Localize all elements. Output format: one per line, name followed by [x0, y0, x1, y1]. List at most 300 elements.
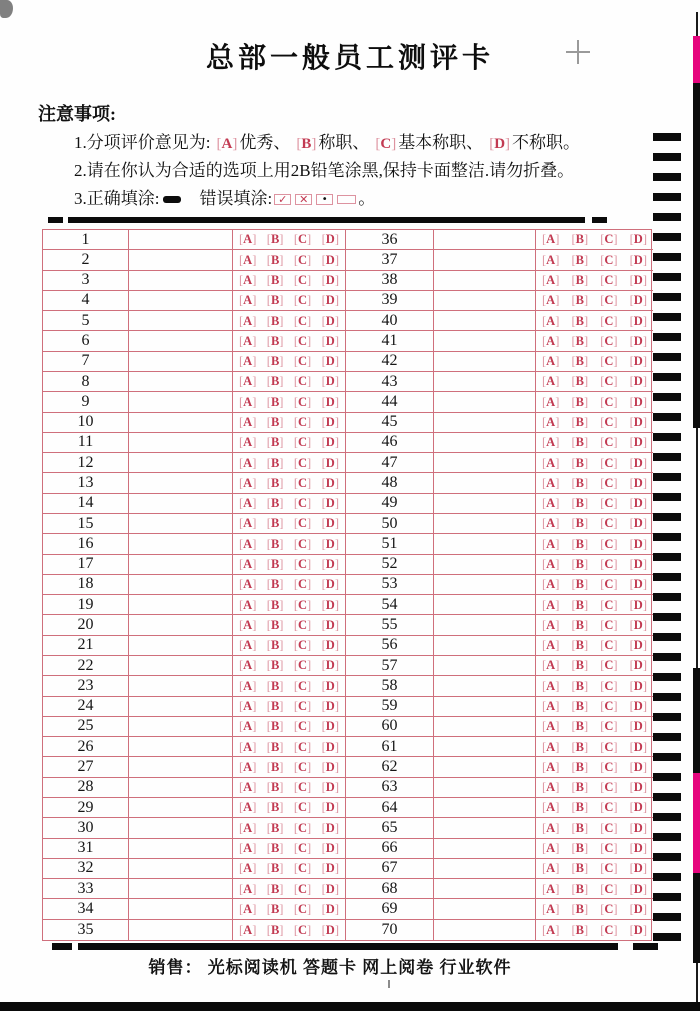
option-bubbles-39: [536, 291, 653, 311]
bubble-55-D[interactable]: [D]: [629, 617, 647, 632]
bubble-8-A[interactable]: [A]: [239, 374, 257, 389]
bubble-2-A[interactable]: [A]: [239, 252, 257, 267]
bubble-12-A[interactable]: [A]: [239, 455, 257, 470]
bubble-62-B[interactable]: [B]: [571, 759, 589, 774]
bubble-56-B[interactable]: [B]: [571, 638, 589, 653]
option-bubbles-9: [233, 392, 346, 412]
bubble-56-A[interactable]: [A]: [542, 638, 560, 653]
option-bubbles-34: [233, 899, 346, 919]
question-number-15: 15: [43, 514, 129, 534]
bubble-39-B[interactable]: [B]: [571, 293, 589, 308]
bubble-60-A[interactable]: [A]: [542, 719, 560, 734]
bubble-30-A[interactable]: [A]: [239, 820, 257, 835]
bubble-12-D[interactable]: [D]: [321, 455, 339, 470]
bubble-1-C[interactable]: [C]: [293, 232, 312, 247]
bubble-52-D[interactable]: [D]: [629, 556, 647, 571]
bubble-37-A[interactable]: [A]: [542, 252, 560, 267]
bubble-67-A[interactable]: [A]: [542, 861, 560, 876]
bubble-9-B[interactable]: [B]: [266, 394, 284, 409]
bubble-66-A[interactable]: [A]: [542, 840, 560, 855]
bubble-13-D[interactable]: [D]: [321, 475, 339, 490]
bubble-11-D[interactable]: [D]: [321, 435, 339, 450]
bubble-7-C[interactable]: [C]: [293, 354, 312, 369]
bubble-36-D[interactable]: [D]: [629, 232, 647, 247]
bubble-23-D[interactable]: [D]: [321, 678, 339, 693]
bubble-21-B[interactable]: [B]: [266, 638, 284, 653]
bubble-64-B[interactable]: [B]: [571, 800, 589, 815]
bubble-55-C[interactable]: [C]: [600, 617, 618, 632]
bubble-33-C[interactable]: [C]: [293, 881, 312, 896]
bubble-51-A[interactable]: [A]: [542, 536, 560, 551]
bubble-68-A[interactable]: [A]: [542, 881, 560, 896]
bubble-42-A[interactable]: [A]: [542, 354, 560, 369]
bubble-4-C[interactable]: [C]: [293, 293, 312, 308]
bubble-67-D[interactable]: [D]: [629, 861, 647, 876]
bubble-30-D[interactable]: [D]: [321, 820, 339, 835]
bubble-19-B[interactable]: [B]: [266, 597, 284, 612]
bubble-30-B[interactable]: [B]: [266, 820, 284, 835]
bubble-9-D[interactable]: [D]: [321, 394, 339, 409]
bubble-6-A[interactable]: [A]: [239, 333, 257, 348]
bubble-52-B[interactable]: [B]: [571, 556, 589, 571]
bubble-45-D[interactable]: [D]: [629, 414, 647, 429]
bubble-32-A[interactable]: [A]: [239, 861, 257, 876]
bubble-26-D[interactable]: [D]: [321, 739, 339, 754]
bubble-14-C[interactable]: [C]: [293, 496, 312, 511]
bubble-29-C[interactable]: [C]: [293, 800, 312, 815]
bubble-54-A[interactable]: [A]: [542, 597, 560, 612]
bubble-65-B[interactable]: [B]: [571, 820, 589, 835]
bubble-43-C[interactable]: [C]: [600, 374, 618, 389]
bubble-47-B[interactable]: [B]: [571, 455, 589, 470]
bubble-60-D[interactable]: [D]: [629, 719, 647, 734]
option-bubbles-6: [233, 331, 346, 351]
bubble-34-D[interactable]: [D]: [321, 901, 339, 916]
bubble-7-D[interactable]: [D]: [321, 354, 339, 369]
bubble-17-A[interactable]: [A]: [239, 556, 257, 571]
bubble-49-C[interactable]: [C]: [600, 496, 618, 511]
bubble-1-B[interactable]: [B]: [266, 232, 284, 247]
bubble-68-B[interactable]: [B]: [571, 881, 589, 896]
bubble-1-A[interactable]: [A]: [239, 232, 257, 247]
bubble-8-C[interactable]: [C]: [293, 374, 312, 389]
question-number-65: 65: [346, 818, 434, 838]
bubble-62-D[interactable]: [D]: [629, 759, 647, 774]
option-bubbles-18: [233, 575, 346, 595]
bubble-62-A[interactable]: [A]: [542, 759, 560, 774]
question-number-41: 41: [346, 331, 434, 351]
response-cell-62: [434, 757, 536, 777]
bubble-40-A[interactable]: [A]: [542, 313, 560, 328]
bubble-21-A[interactable]: [A]: [239, 638, 257, 653]
bubble-20-B[interactable]: [B]: [266, 617, 284, 632]
bubble-43-A[interactable]: [A]: [542, 374, 560, 389]
bubble-48-B[interactable]: [B]: [571, 475, 589, 490]
bubble-22-C[interactable]: [C]: [293, 658, 312, 673]
bubble-29-D[interactable]: [D]: [321, 800, 339, 815]
bubble-67-C[interactable]: [C]: [600, 861, 618, 876]
bubble-52-C[interactable]: [C]: [600, 556, 618, 571]
bubble-54-B[interactable]: [B]: [571, 597, 589, 612]
bubble-70-B[interactable]: [B]: [571, 922, 589, 937]
bubble-10-D[interactable]: [D]: [321, 414, 339, 429]
option-bubbles-46: [536, 433, 653, 453]
bubble-58-D[interactable]: [D]: [629, 678, 647, 693]
bubble-66-D[interactable]: [D]: [629, 840, 647, 855]
response-cell-39: [434, 291, 536, 311]
bubble-14-D[interactable]: [D]: [321, 496, 339, 511]
bubble-28-D[interactable]: [D]: [321, 780, 339, 795]
bubble-20-C[interactable]: [C]: [293, 617, 312, 632]
bubble-61-C[interactable]: [C]: [600, 739, 618, 754]
bubble-46-C[interactable]: [C]: [600, 435, 618, 450]
bubble-29-B[interactable]: [B]: [266, 800, 284, 815]
bubble-24-B[interactable]: [B]: [266, 698, 284, 713]
bubble-59-C[interactable]: [C]: [600, 698, 618, 713]
bubble-70-A[interactable]: [A]: [542, 922, 560, 937]
bubble-22-B[interactable]: [B]: [266, 658, 284, 673]
bubble-13-A[interactable]: [A]: [239, 475, 257, 490]
bubble-25-B[interactable]: [B]: [266, 719, 284, 734]
bubble-23-A[interactable]: [A]: [239, 678, 257, 693]
bubble-6-D[interactable]: [D]: [321, 333, 339, 348]
bubble-17-C[interactable]: [C]: [293, 556, 312, 571]
option-bubbles-31: [233, 839, 346, 859]
bubble-59-D[interactable]: [D]: [629, 698, 647, 713]
bubble-16-B[interactable]: [B]: [266, 536, 284, 551]
bubble-66-B[interactable]: [B]: [571, 840, 589, 855]
bubble-41-A[interactable]: [A]: [542, 333, 560, 348]
bubble-25-A[interactable]: [A]: [239, 719, 257, 734]
bubble-21-C[interactable]: [C]: [293, 638, 312, 653]
bubble-23-B[interactable]: [B]: [266, 678, 284, 693]
bubble-59-A[interactable]: [A]: [542, 698, 560, 713]
bubble-46-B[interactable]: [B]: [571, 435, 589, 450]
bubble-67-B[interactable]: [B]: [571, 861, 589, 876]
bubble-28-C[interactable]: [C]: [293, 780, 312, 795]
bubble-26-C[interactable]: [C]: [293, 739, 312, 754]
bubble-5-B[interactable]: [B]: [266, 313, 284, 328]
bubble-45-B[interactable]: [B]: [571, 414, 589, 429]
response-cell-12: [129, 453, 233, 473]
bubble-45-C[interactable]: [C]: [600, 414, 618, 429]
bubble-32-B[interactable]: [B]: [266, 861, 284, 876]
bubble-47-A[interactable]: [A]: [542, 455, 560, 470]
bubble-68-D[interactable]: [D]: [629, 881, 647, 896]
bubble-46-D[interactable]: [D]: [629, 435, 647, 450]
bubble-35-D[interactable]: [D]: [321, 922, 339, 937]
bubble-48-A[interactable]: [A]: [542, 475, 560, 490]
bubble-51-D[interactable]: [D]: [629, 536, 647, 551]
bubble-15-D[interactable]: [D]: [321, 516, 339, 531]
bubble-52-A[interactable]: [A]: [542, 556, 560, 571]
bubble-53-A[interactable]: [A]: [542, 577, 560, 592]
bubble-18-C[interactable]: [C]: [293, 577, 312, 592]
bubble-1-D[interactable]: [D]: [321, 232, 339, 247]
bubble-57-D[interactable]: [D]: [629, 658, 647, 673]
bubble-31-B[interactable]: [B]: [266, 840, 284, 855]
bubble-11-B[interactable]: [B]: [266, 435, 284, 450]
bubble-15-B[interactable]: [B]: [266, 516, 284, 531]
bubble-54-C[interactable]: [C]: [600, 597, 618, 612]
bubble-18-A[interactable]: [A]: [239, 577, 257, 592]
bubble-25-C[interactable]: [C]: [293, 719, 312, 734]
bubble-57-C[interactable]: [C]: [600, 658, 618, 673]
bubble-27-D[interactable]: [D]: [321, 759, 339, 774]
bubble-51-C[interactable]: [C]: [600, 536, 618, 551]
bubble-63-B[interactable]: [B]: [571, 780, 589, 795]
bubble-55-A[interactable]: [A]: [542, 617, 560, 632]
bubble-37-C[interactable]: [C]: [600, 252, 618, 267]
bubble-49-B[interactable]: [B]: [571, 496, 589, 511]
bubble-51-B[interactable]: [B]: [571, 536, 589, 551]
bubble-44-A[interactable]: [A]: [542, 394, 560, 409]
bubble-64-C[interactable]: [C]: [600, 800, 618, 815]
bubble-31-D[interactable]: [D]: [321, 840, 339, 855]
bubble-69-D[interactable]: [D]: [629, 901, 647, 916]
bubble-69-C[interactable]: [C]: [600, 901, 618, 916]
bubble-3-A[interactable]: [A]: [239, 272, 257, 287]
bubble-19-D[interactable]: [D]: [321, 597, 339, 612]
bubble-61-B[interactable]: [B]: [571, 739, 589, 754]
bubble-3-C[interactable]: [C]: [293, 272, 312, 287]
bubble-19-A[interactable]: [A]: [239, 597, 257, 612]
bubble-40-D[interactable]: [D]: [629, 313, 647, 328]
bubble-26-A[interactable]: [A]: [239, 739, 257, 754]
bubble-17-D[interactable]: [D]: [321, 556, 339, 571]
bubble-54-D[interactable]: [D]: [629, 597, 647, 612]
bubble-8-B[interactable]: [B]: [266, 374, 284, 389]
bubble-13-C[interactable]: [C]: [293, 475, 312, 490]
bubble-31-C[interactable]: [C]: [293, 840, 312, 855]
bubble-10-A[interactable]: [A]: [239, 414, 257, 429]
bubble-4-B[interactable]: [B]: [266, 293, 284, 308]
bubble-44-D[interactable]: [D]: [629, 394, 647, 409]
bubble-43-B[interactable]: [B]: [571, 374, 589, 389]
bubble-18-B[interactable]: [B]: [266, 577, 284, 592]
bubble-47-C[interactable]: [C]: [600, 455, 618, 470]
bubble-10-C[interactable]: [C]: [293, 414, 312, 429]
bubble-30-C[interactable]: [C]: [293, 820, 312, 835]
bubble-33-B[interactable]: [B]: [266, 881, 284, 896]
bubble-70-D[interactable]: [D]: [629, 922, 647, 937]
bubble-70-C[interactable]: [C]: [600, 922, 618, 937]
bubble-9-C[interactable]: [C]: [293, 394, 312, 409]
bubble-27-B[interactable]: [B]: [266, 759, 284, 774]
bubble-61-A[interactable]: [A]: [542, 739, 560, 754]
bubble-58-B[interactable]: [B]: [571, 678, 589, 693]
bubble-37-D[interactable]: [D]: [629, 252, 647, 267]
bubble-27-A[interactable]: [A]: [239, 759, 257, 774]
question-number-63: 63: [346, 778, 434, 798]
bubble-5-C[interactable]: [C]: [293, 313, 312, 328]
bubble-38-D[interactable]: [D]: [629, 272, 647, 287]
bubble-63-A[interactable]: [A]: [542, 780, 560, 795]
bubble-5-A[interactable]: [A]: [239, 313, 257, 328]
bubble-38-A[interactable]: [A]: [542, 272, 560, 287]
bubble-68-C[interactable]: [C]: [600, 881, 618, 896]
bubble-65-A[interactable]: [A]: [542, 820, 560, 835]
bubble-15-A[interactable]: [A]: [239, 516, 257, 531]
bubble-63-C[interactable]: [C]: [600, 780, 618, 795]
bubble-42-B[interactable]: [B]: [571, 354, 589, 369]
bubble-16-A[interactable]: [A]: [239, 536, 257, 551]
bubble-38-C[interactable]: [C]: [600, 272, 618, 287]
bubble-34-A[interactable]: [A]: [239, 901, 257, 916]
bubble-40-B[interactable]: [B]: [571, 313, 589, 328]
bubble-40-C[interactable]: [C]: [600, 313, 618, 328]
bubble-44-C[interactable]: [C]: [600, 394, 618, 409]
bubble-24-D[interactable]: [D]: [321, 698, 339, 713]
bubble-36-B[interactable]: [B]: [571, 232, 589, 247]
bubble-41-C[interactable]: [C]: [600, 333, 618, 348]
bubble-47-D[interactable]: [D]: [629, 455, 647, 470]
bubble-7-A[interactable]: [A]: [239, 354, 257, 369]
bubble-41-D[interactable]: [D]: [629, 333, 647, 348]
bubble-17-B[interactable]: [B]: [266, 556, 284, 571]
timing-mark: [653, 173, 681, 181]
bubble-53-D[interactable]: [D]: [629, 577, 647, 592]
response-cell-40: [434, 311, 536, 331]
bubble-6-B[interactable]: [B]: [266, 333, 284, 348]
bubble-48-C[interactable]: [C]: [600, 475, 618, 490]
bubble-27-C[interactable]: [C]: [293, 759, 312, 774]
bubble-22-D[interactable]: [D]: [321, 658, 339, 673]
bubble-55-B[interactable]: [B]: [571, 617, 589, 632]
bubble-49-D[interactable]: [D]: [629, 496, 647, 511]
bubble-6-C[interactable]: [C]: [293, 333, 312, 348]
bubble-57-B[interactable]: [B]: [571, 658, 589, 673]
bubble-39-C[interactable]: [C]: [600, 293, 618, 308]
bubble-42-D[interactable]: [D]: [629, 354, 647, 369]
bubble-69-A[interactable]: [A]: [542, 901, 560, 916]
bubble-69-B[interactable]: [B]: [571, 901, 589, 916]
bubble-58-C[interactable]: [C]: [600, 678, 618, 693]
bubble-3-B[interactable]: [B]: [266, 272, 284, 287]
bubble-41-B[interactable]: [B]: [571, 333, 589, 348]
bubble-64-D[interactable]: [D]: [629, 800, 647, 815]
bubble-49-A[interactable]: [A]: [542, 496, 560, 511]
bubble-3-D[interactable]: [D]: [321, 272, 339, 287]
bubble-28-A[interactable]: [A]: [239, 780, 257, 795]
bubble-11-C[interactable]: [C]: [293, 435, 312, 450]
bubble-19-C[interactable]: [C]: [293, 597, 312, 612]
bubble-31-A[interactable]: [A]: [239, 840, 257, 855]
bubble-42-C[interactable]: [C]: [600, 354, 618, 369]
bubble-39-D[interactable]: [D]: [629, 293, 647, 308]
bubble-61-D[interactable]: [D]: [629, 739, 647, 754]
bubble-2-D[interactable]: [D]: [321, 252, 339, 267]
bubble-16-D[interactable]: [D]: [321, 536, 339, 551]
bubble-56-D[interactable]: [D]: [629, 638, 647, 653]
bubble-44-B[interactable]: [B]: [571, 394, 589, 409]
bubble-12-C[interactable]: [C]: [293, 455, 312, 470]
bubble-32-D[interactable]: [D]: [321, 861, 339, 876]
bubble-23-C[interactable]: [C]: [293, 678, 312, 693]
question-number-47: 47: [346, 453, 434, 473]
bubble-2-C[interactable]: [C]: [293, 252, 312, 267]
bubble-32-C[interactable]: [C]: [293, 861, 312, 876]
bubble-34-C[interactable]: [C]: [293, 901, 312, 916]
bubble-13-B[interactable]: [B]: [266, 475, 284, 490]
bubble-53-C[interactable]: [C]: [600, 577, 618, 592]
bubble-12-B[interactable]: [B]: [266, 455, 284, 470]
bubble-24-A[interactable]: [A]: [239, 698, 257, 713]
bubble-20-A[interactable]: [A]: [239, 617, 257, 632]
bubble-65-D[interactable]: [D]: [629, 820, 647, 835]
bubble-25-D[interactable]: [D]: [321, 719, 339, 734]
bubble-35-A[interactable]: [A]: [239, 922, 257, 937]
bubble-16-C[interactable]: [C]: [293, 536, 312, 551]
bubble-2-B[interactable]: [B]: [266, 252, 284, 267]
bubble-63-D[interactable]: [D]: [629, 780, 647, 795]
option-bubbles-56: [536, 636, 653, 656]
bubble-21-D[interactable]: [D]: [321, 638, 339, 653]
bubble-59-B[interactable]: [B]: [571, 698, 589, 713]
bubble-50-D[interactable]: [D]: [629, 516, 647, 531]
bubble-14-B[interactable]: [B]: [266, 496, 284, 511]
bubble-28-B[interactable]: [B]: [266, 780, 284, 795]
bubble-50-B[interactable]: [B]: [571, 516, 589, 531]
bubble-66-C[interactable]: [C]: [600, 840, 618, 855]
bubble-46-A[interactable]: [A]: [542, 435, 560, 450]
bubble-35-C[interactable]: [C]: [293, 922, 312, 937]
bubble-60-B[interactable]: [B]: [571, 719, 589, 734]
bubble-4-A[interactable]: [A]: [239, 293, 257, 308]
top-sync-square-right: [592, 217, 607, 223]
question-number-48: 48: [346, 473, 434, 493]
bubble-4-D[interactable]: [D]: [321, 293, 339, 308]
bubble-29-A[interactable]: [A]: [239, 800, 257, 815]
bubble-9-A[interactable]: [A]: [239, 394, 257, 409]
bubble-50-A[interactable]: [A]: [542, 516, 560, 531]
bubble-22-A[interactable]: [A]: [239, 658, 257, 673]
bubble-11-A[interactable]: [A]: [239, 435, 257, 450]
bubble-34-B[interactable]: [B]: [266, 901, 284, 916]
bubble-65-C[interactable]: [C]: [600, 820, 618, 835]
bubble-7-B[interactable]: [B]: [266, 354, 284, 369]
bubble-33-D[interactable]: [D]: [321, 881, 339, 896]
bubble-60-C[interactable]: [C]: [600, 719, 618, 734]
bubble-38-B[interactable]: [B]: [571, 272, 589, 287]
bubble-48-D[interactable]: [D]: [629, 475, 647, 490]
bubble-5-D[interactable]: [D]: [321, 313, 339, 328]
bubble-36-A[interactable]: [A]: [542, 232, 560, 247]
bubble-50-C[interactable]: [C]: [600, 516, 618, 531]
bubble-10-B[interactable]: [B]: [266, 414, 284, 429]
bubble-39-A[interactable]: [A]: [542, 293, 560, 308]
bubble-57-A[interactable]: [A]: [542, 658, 560, 673]
bubble-20-D[interactable]: [D]: [321, 617, 339, 632]
bubble-24-C[interactable]: [C]: [293, 698, 312, 713]
bubble-43-D[interactable]: [D]: [629, 374, 647, 389]
bubble-18-D[interactable]: [D]: [321, 577, 339, 592]
bubble-37-B[interactable]: [B]: [571, 252, 589, 267]
bubble-14-A[interactable]: [A]: [239, 496, 257, 511]
bubble-58-A[interactable]: [A]: [542, 678, 560, 693]
bubble-64-A[interactable]: [A]: [542, 800, 560, 815]
bubble-45-A[interactable]: [A]: [542, 414, 560, 429]
bubble-53-B[interactable]: [B]: [571, 577, 589, 592]
bubble-33-A[interactable]: [A]: [239, 881, 257, 896]
bubble-35-B[interactable]: [B]: [266, 922, 284, 937]
bubble-8-D[interactable]: [D]: [321, 374, 339, 389]
bubble-62-C[interactable]: [C]: [600, 759, 618, 774]
bubble-15-C[interactable]: [C]: [293, 516, 312, 531]
bubble-56-C[interactable]: [C]: [600, 638, 618, 653]
bubble-36-C[interactable]: [C]: [600, 232, 618, 247]
bubble-26-B[interactable]: [B]: [266, 739, 284, 754]
